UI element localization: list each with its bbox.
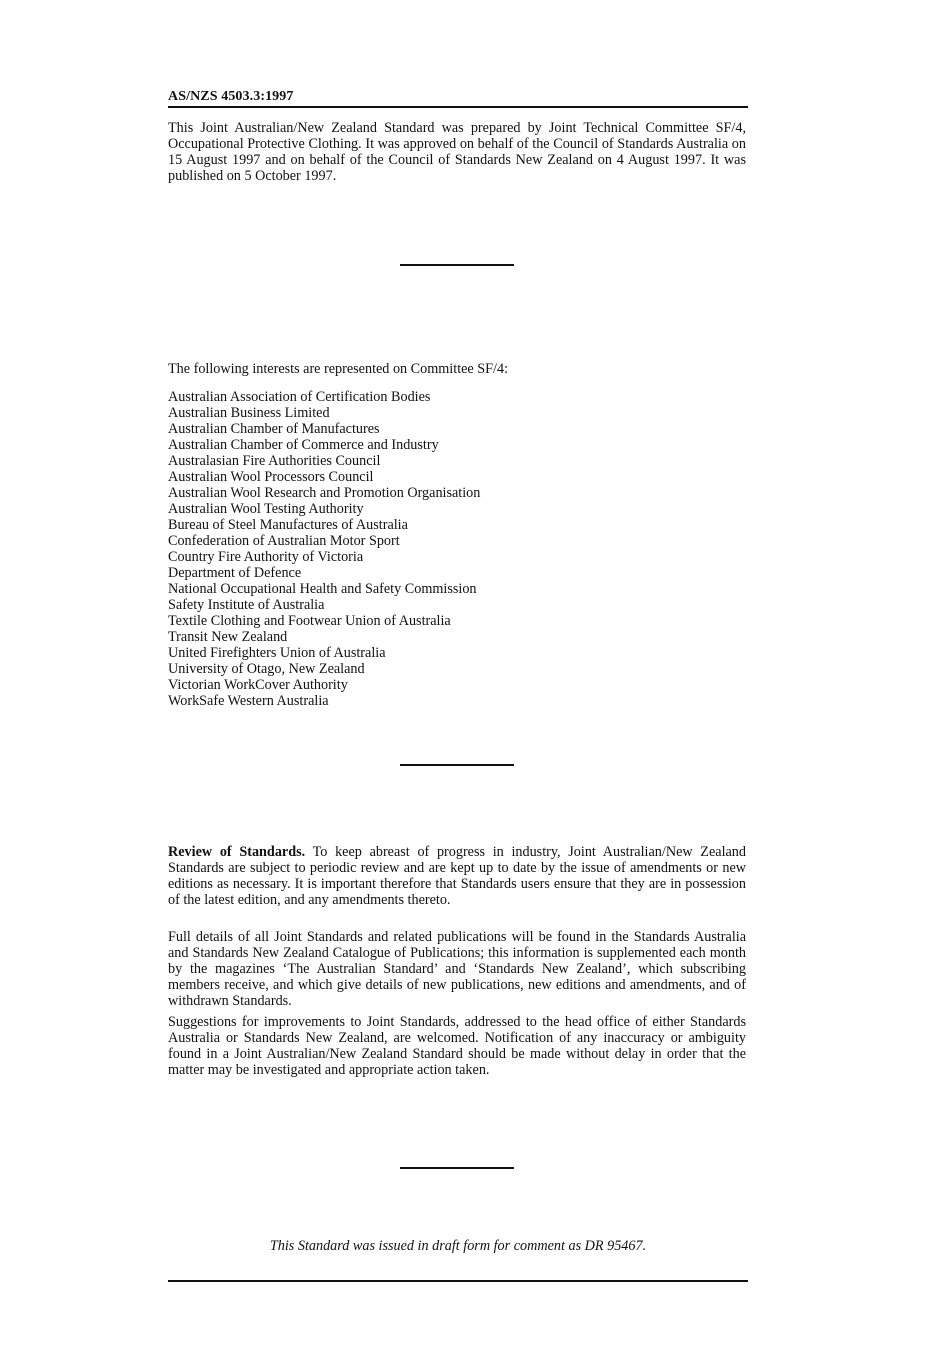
review-paragraph-1: [168, 844, 746, 908]
list-item: Department of Defence: [168, 565, 302, 581]
list-item: Australian Association of Certification Bodies: [168, 389, 431, 405]
list-item: Confederation of Australian Motor Sport: [168, 533, 400, 549]
list-item: Australian Business Limited: [168, 405, 330, 421]
standard-identifier: AS/NZS 4503.3:1997: [168, 89, 294, 104]
list-item: Australian Wool Processors Council: [168, 469, 374, 485]
list-item: Australian Chamber of Commerce and Industry: [168, 437, 439, 453]
list-item: Australian Wool Testing Authority: [168, 501, 364, 517]
list-item: National Occupational Health and Safety Commission: [168, 581, 477, 597]
list-item: Bureau of Steel Manufactures of Australia: [168, 517, 408, 533]
list-item: Textile Clothing and Footwear Union of Australia: [168, 613, 451, 629]
list-item: United Firefighters Union of Australia: [168, 645, 386, 661]
list-item: Safety Institute of Australia: [168, 597, 325, 613]
list-item: Australian Wool Research and Promotion Organisation: [168, 485, 481, 501]
review-paragraph-1-text: To keep abreast of progress in industry, Joint Australian/New Zealand Standards are subject to periodic review and are kept up to date by the issue of amendments or new editions as necessary. It is important therefore that Standards users ensure that they are in possession of the latest edition, and any amendments thereto.: [168, 844, 746, 909]
list-item: Country Fire Authority of Victoria: [168, 549, 364, 565]
review-heading: Review of Standards.: [168, 844, 306, 860]
list-item: WorkSafe Western Australia: [168, 693, 329, 709]
list-item: Victorian WorkCover Authority: [168, 677, 348, 693]
header-rule: [168, 106, 748, 108]
committee-member-list: [168, 389, 480, 709]
section-divider-3: [400, 1167, 514, 1169]
interests-intro: The following interests are represented on Committee SF/4:: [168, 361, 509, 377]
footer-rule: [168, 1280, 748, 1282]
list-item: Australian Chamber of Manufactures: [168, 421, 380, 437]
review-paragraph-2: Full details of all Joint Standards and related publications will be found in the Standards Australia and Standards New Zealand Catalogue of Publications; this information is supplemented each month by the magazines ‘The Australian Standard’ and ‘Standards New Zealand’, which subscribing members receive, and which give details of new publications, new editions and amendments, and of withdrawn Standards.: [168, 929, 746, 1010]
list-item: Australasian Fire Authorities Council: [168, 453, 381, 469]
section-divider-2: [400, 764, 514, 766]
list-item: Transit New Zealand: [168, 629, 288, 645]
preparation-statement: This Joint Australian/New Zealand Standard was prepared by Joint Technical Committee SF/4, Occupational Protective Clothing. It was approved on behalf of the Council of Standards Australia on 15 August 1997 and on behalf of the Council of Standards New Zealand on 4 August 1997. It was published on 5 October 1997.: [168, 120, 746, 185]
list-item: University of Otago, New Zealand: [168, 661, 365, 677]
section-divider-1: [400, 264, 514, 266]
draft-note: This Standard was issued in draft form for comment as DR 95467.: [269, 1238, 647, 1254]
review-paragraph-3: Suggestions for improvements to Joint Standards, addressed to the head office of either Standards Australia or Standards New Zealand, are welcomed. Notification of any inaccuracy or ambiguity found in a Joint Australian/New Zealand Standard should be made without delay in order that the matter may be investigated and appropriate action taken.: [168, 1014, 746, 1079]
